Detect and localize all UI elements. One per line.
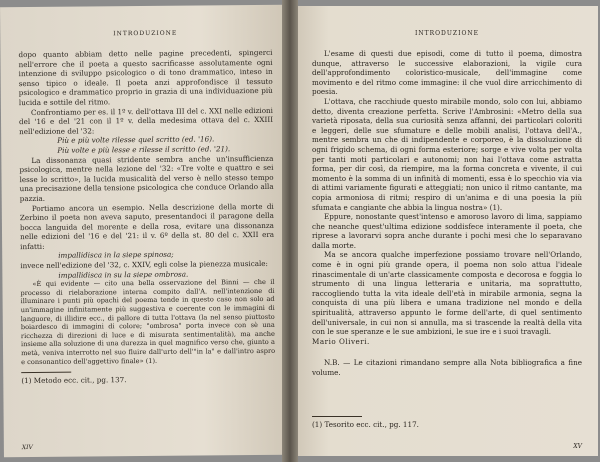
paragraph: invece nell'edizione del '32, c. XXIV, egli colse la pienezza musicale: xyxy=(20,258,268,271)
footnote-divider xyxy=(21,372,71,373)
quotation: «È qui evidente — cito una bella osservazione del Binni — che il processo di rielaborazione interna compito dall'A. nell'intenzione di illuminare i punti più opachi del poema tende in questo caso non solo ad un'immagine infinitamente più suggestiva e coerente con le immagini di languore, di illidire ecc., di pallore di tutta l'ottava (la nel senso piuttosto boiardesco di immagini di colore; "ombrosa" porta invece con sè una ricchezza di direzioni di luce e di misurata sentimentalità), ma anche insieme alla soluzione di una durezza in quel magnifico verso che, giunto a metà, veniva interrotto nel suo fluire dall'urto dell'"in la" e dall'intro aspro e consonantico dell'aggettivo finale» (1). xyxy=(20,278,276,366)
paragraph: Eppure, nonostante quest'intenso e amoroso lavoro di lima, sappiamo che neanche quest'ultima edizione soddisfece interamente il poeta, che riprese a lavorarvi sopra anche durante i pochi mesi che lo separavano dalla morte. xyxy=(312,212,582,250)
paragraph: L'esame di questi due episodi, come di tutto il poema, dimostra dunque, attraverso le successive elaborazioni, la vigile cura dell'approfondimento coloristico-musicale, dell'immagine come movimento e del ritmo come immagine: il che vuol dire arricchimento di poesia. xyxy=(312,49,582,97)
verse-line: impallidisca in su la siepe ombrosa. xyxy=(58,269,189,280)
verse-line: Più volte e più lesse e rilesse il scritto (ed. '21). xyxy=(57,144,231,155)
verse-line: Più e più volte rilesse quel scritto (ed. '16). xyxy=(57,134,215,146)
paragraph: Ma se ancora qualche imperfezione possiamo trovare nell'Orlando, come è in ogni più grande opera, il poema non solo attua l'ideale rinascimentale di un'arte classicamente composta e decorosa e foggia lo strumento di una lingua letteraria e unitaria, ma soprattutto, raccogliendo tutta la vita ideale dell'età in mirabile armonia, segna la conquista di una più libera e umana tradizione nel mondo e della spiritualità, attraverso appunto le forme dell'arte, di quel sentimento dell'universale, in cui non si annulla, ma si trascende la realtà della vita con le sue speranze e le sue ambizioni, le sue ire e i suoi travagli. xyxy=(312,250,582,337)
right-page xyxy=(292,6,598,456)
left-page xyxy=(0,5,290,457)
paragraph: L'ottava, che racchiude questo mirabile mondo, solo con lui, abbiamo detto, diventa creazione perfetta. Scrive l'Ambrosini: «Metro della sua varietà riposata, della sua curiosità senza affanni, dei particolari coloriti e leggeri, delle sue sfumature e delle mobili analisi, l'ottava dell'A., mentre sembra un che di indipendente e corporeo, è la dissoluzione di ogni frigido schema, di ogni forma esteriore; sorge e vive volta per volta per tanti moti particolari e autonomi; non hai l'ottava come astratta forma, per dir così, da riempire, ma la forma concreta e vivente, il cui momento è la somma di un infinità di momenti, essa è lo specchio via via di attimi variamente figurati e atteggiati; non unico il ritmo cantante, ma copia armoniosa di ritmi; respiro di un'anima e di una poesia la più sfumata e cangiante che abbia la lingua nostra» (1). xyxy=(312,96,582,212)
footnote: (1) Metodo ecc. cit., pg. 137. xyxy=(21,375,127,386)
verse-line: impallidisca in la siepe spinosa; xyxy=(58,250,174,261)
bibliography-note: N.B. — Le citazioni rimandano sempre alla Nota bibliografica a fine volume. xyxy=(312,358,582,377)
page-number-right: XV xyxy=(573,443,582,450)
footnote: (1) Tesorito ecc. cit., pg. 117. xyxy=(312,419,419,429)
right-page-text xyxy=(312,49,582,429)
footnote-divider xyxy=(312,416,362,417)
book-gutter xyxy=(282,0,298,462)
page-number-left: XIV xyxy=(21,443,33,452)
paragraph: dopo quanto abbiam detto nelle pagine precedenti, spingerci nell'errore che il poeta a questo sacrificasse assolutamente ogni intenzione di sviluppo psicologico o di tono drammatico, inteso in senso tipico o ideale. Il poeta anzi approfondisce il tessuto psicologico e drammatico proprio in grazia di una individuazione più lucida e sottile del ritmo. xyxy=(18,47,273,108)
running-head-right: INTRODUZIONE xyxy=(414,30,479,37)
running-head-left: INTRODUZIONE xyxy=(113,29,178,38)
paragraph: Portiamo ancora un esempio. Nella descrizione della morte di Zerbino il poeta non aveva saputo, presentandoci il paragone della bocca languida del morente e della rosa, evitare una dissonanza nelle edizioni del '16 e del '21: il v. 6º della st. 80 del c. XXII era infatti: xyxy=(19,201,275,251)
paragraph: La dissonanza quasi stridente sembra anche un'insufficienza psicologica, mentre nella lezione del '32: «Tre volte e quattro e sei lesse lo scritto», la lucida musicalità del verso è nello stesso tempo una precisazione della tensione psicologica che conduce Orlando alla pazzia. xyxy=(19,153,274,203)
author-signature: Mario Oliveri. xyxy=(312,336,370,346)
left-page-text xyxy=(18,48,275,386)
paragraph: Confrontiamo per es. il 1º v. dell'ottava III del c. XXI nelle edizioni del '16 e del '21 con il 1º v. della medesima ottava del c. XXIII nell'edizione del '32: xyxy=(19,105,274,136)
